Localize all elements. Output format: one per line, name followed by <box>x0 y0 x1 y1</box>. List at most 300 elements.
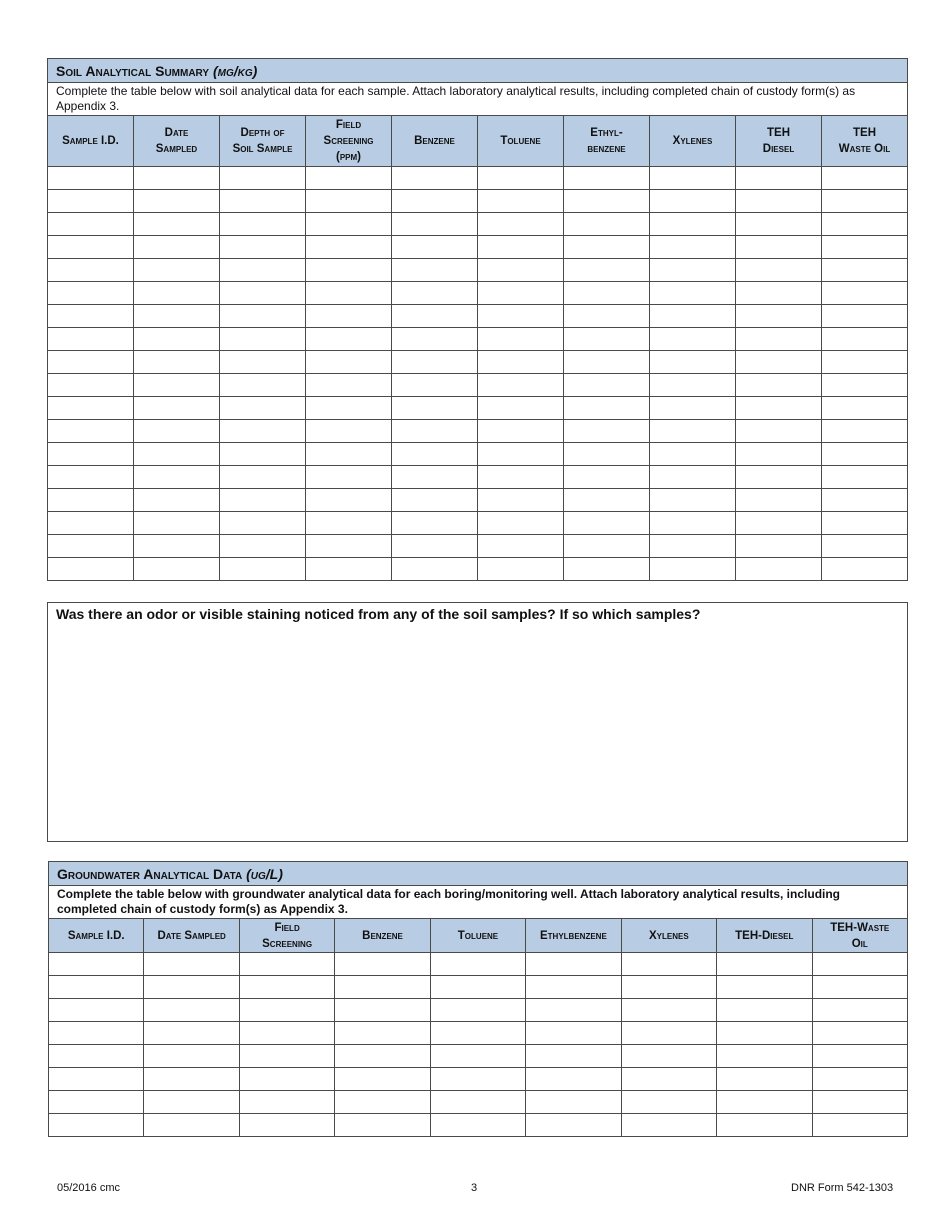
groundwater-data-cell[interactable] <box>621 1114 716 1137</box>
soil-data-cell[interactable] <box>650 305 736 328</box>
soil-table-row <box>48 328 908 351</box>
soil-data-cell[interactable] <box>478 535 564 558</box>
soil-table-row <box>48 167 908 190</box>
groundwater-data-cell[interactable] <box>49 976 144 999</box>
soil-data-cell[interactable] <box>134 397 220 420</box>
groundwater-data-cell[interactable] <box>239 1091 334 1114</box>
soil-data-cell[interactable] <box>650 351 736 374</box>
groundwater-data-cell[interactable] <box>144 1114 239 1137</box>
soil-data-cell[interactable] <box>306 397 392 420</box>
groundwater-column-header <box>239 919 334 953</box>
groundwater-table-row <box>49 953 908 976</box>
soil-data-cell[interactable] <box>822 282 908 305</box>
soil-data-cell[interactable] <box>650 397 736 420</box>
soil-data-cell[interactable] <box>220 167 306 190</box>
soil-data-cell[interactable] <box>650 374 736 397</box>
soil-data-cell[interactable] <box>564 236 650 259</box>
groundwater-table-row <box>49 1091 908 1114</box>
soil-data-cell[interactable] <box>650 213 736 236</box>
groundwater-data-cell[interactable] <box>335 1068 430 1091</box>
soil-data-cell[interactable] <box>306 512 392 535</box>
soil-column-header-line: Toluene <box>500 135 541 147</box>
soil-table-row <box>48 213 908 236</box>
groundwater-data-cell[interactable] <box>144 976 239 999</box>
groundwater-data-cell[interactable] <box>239 953 334 976</box>
soil-data-cell[interactable] <box>736 443 822 466</box>
soil-data-cell[interactable] <box>564 167 650 190</box>
soil-data-cell[interactable] <box>48 259 134 282</box>
soil-data-cell[interactable] <box>478 236 564 259</box>
soil-data-cell[interactable] <box>220 351 306 374</box>
groundwater-data-cell[interactable] <box>239 999 334 1022</box>
groundwater-data-cell[interactable] <box>812 1068 908 1091</box>
groundwater-data-cell[interactable] <box>621 1091 716 1114</box>
soil-data-cell[interactable] <box>736 305 822 328</box>
groundwater-data-cell[interactable] <box>144 1068 239 1091</box>
groundwater-data-cell[interactable] <box>717 1045 812 1068</box>
groundwater-data-cell[interactable] <box>49 1091 144 1114</box>
soil-data-cell[interactable] <box>392 535 478 558</box>
soil-data-cell[interactable] <box>220 443 306 466</box>
groundwater-data-cell[interactable] <box>430 1091 525 1114</box>
soil-data-cell[interactable] <box>822 167 908 190</box>
groundwater-table-row <box>49 976 908 999</box>
soil-data-cell[interactable] <box>478 466 564 489</box>
groundwater-data-cell[interactable] <box>526 1022 621 1045</box>
soil-data-cell[interactable] <box>306 259 392 282</box>
soil-data-cell[interactable] <box>564 282 650 305</box>
soil-data-cell[interactable] <box>48 443 134 466</box>
soil-data-cell[interactable] <box>134 236 220 259</box>
soil-data-cell[interactable] <box>736 535 822 558</box>
soil-column-header-line: Depth of <box>240 127 285 139</box>
groundwater-data-cell[interactable] <box>526 1114 621 1137</box>
groundwater-data-cell[interactable] <box>812 1022 908 1045</box>
soil-data-cell[interactable] <box>392 328 478 351</box>
soil-header-row <box>48 116 908 167</box>
soil-data-cell[interactable] <box>822 305 908 328</box>
groundwater-data-cell[interactable] <box>621 1068 716 1091</box>
groundwater-data-cell[interactable] <box>621 953 716 976</box>
soil-data-cell[interactable] <box>564 420 650 443</box>
groundwater-data-cell[interactable] <box>49 1045 144 1068</box>
groundwater-data-cell[interactable] <box>239 1045 334 1068</box>
soil-column-header-line: (ppm) <box>336 151 361 163</box>
soil-data-cell[interactable] <box>478 512 564 535</box>
soil-data-cell[interactable] <box>48 397 134 420</box>
soil-data-cell[interactable] <box>478 305 564 328</box>
soil-data-cell[interactable] <box>822 190 908 213</box>
soil-data-cell[interactable] <box>650 466 736 489</box>
soil-data-cell[interactable] <box>134 489 220 512</box>
groundwater-data-cell[interactable] <box>430 1045 525 1068</box>
soil-data-cell[interactable] <box>650 167 736 190</box>
soil-data-cell[interactable] <box>736 489 822 512</box>
soil-column-header-line: Date <box>164 127 189 139</box>
soil-column-header-line: TEH <box>767 127 790 139</box>
groundwater-data-cell[interactable] <box>335 953 430 976</box>
soil-data-cell[interactable] <box>392 282 478 305</box>
soil-data-cell[interactable] <box>650 282 736 305</box>
soil-data-cell[interactable] <box>822 351 908 374</box>
soil-data-cell[interactable] <box>650 190 736 213</box>
soil-data-cell[interactable] <box>392 190 478 213</box>
soil-data-cell[interactable] <box>736 374 822 397</box>
soil-data-cell[interactable] <box>736 328 822 351</box>
soil-data-cell[interactable] <box>564 466 650 489</box>
groundwater-data-cell[interactable] <box>144 999 239 1022</box>
groundwater-column-header <box>49 919 144 953</box>
groundwater-data-cell[interactable] <box>239 976 334 999</box>
soil-data-cell[interactable] <box>736 236 822 259</box>
soil-data-cell[interactable] <box>822 259 908 282</box>
groundwater-data-cell[interactable] <box>239 1068 334 1091</box>
soil-data-cell[interactable] <box>478 190 564 213</box>
groundwater-data-cell[interactable] <box>430 1068 525 1091</box>
soil-data-cell[interactable] <box>564 305 650 328</box>
soil-data-cell[interactable] <box>650 512 736 535</box>
soil-data-cell[interactable] <box>220 466 306 489</box>
soil-data-cell[interactable] <box>220 213 306 236</box>
soil-data-cell[interactable] <box>134 305 220 328</box>
groundwater-data-cell[interactable] <box>621 1022 716 1045</box>
soil-data-cell[interactable] <box>220 236 306 259</box>
soil-data-cell[interactable] <box>478 558 564 581</box>
soil-data-cell[interactable] <box>564 351 650 374</box>
soil-data-cell[interactable] <box>392 259 478 282</box>
groundwater-data-cell[interactable] <box>812 999 908 1022</box>
soil-data-cell[interactable] <box>220 535 306 558</box>
soil-data-cell[interactable] <box>736 167 822 190</box>
groundwater-data-cell[interactable] <box>49 999 144 1022</box>
soil-data-cell[interactable] <box>392 374 478 397</box>
soil-data-cell[interactable] <box>736 282 822 305</box>
soil-data-cell[interactable] <box>220 397 306 420</box>
soil-data-cell[interactable] <box>220 489 306 512</box>
soil-data-cell[interactable] <box>650 420 736 443</box>
groundwater-data-cell[interactable] <box>526 999 621 1022</box>
groundwater-section-title <box>49 862 908 886</box>
groundwater-column-header <box>717 919 812 953</box>
soil-data-cell[interactable] <box>134 213 220 236</box>
soil-column-header-line: Diesel <box>762 143 795 155</box>
soil-data-cell[interactable] <box>650 558 736 581</box>
soil-data-cell[interactable] <box>822 213 908 236</box>
groundwater-data-cell[interactable] <box>812 1045 908 1068</box>
soil-data-cell[interactable] <box>48 213 134 236</box>
soil-data-cell[interactable] <box>134 259 220 282</box>
soil-data-cell[interactable] <box>736 466 822 489</box>
soil-data-cell[interactable] <box>48 489 134 512</box>
soil-data-cell[interactable] <box>134 558 220 581</box>
groundwater-data-cell[interactable] <box>144 1045 239 1068</box>
soil-data-cell[interactable] <box>478 351 564 374</box>
soil-data-cell[interactable] <box>306 558 392 581</box>
soil-data-cell[interactable] <box>134 535 220 558</box>
soil-data-cell[interactable] <box>306 236 392 259</box>
soil-data-cell[interactable] <box>220 190 306 213</box>
soil-data-cell[interactable] <box>134 351 220 374</box>
groundwater-data-cell[interactable] <box>335 1091 430 1114</box>
soil-data-cell[interactable] <box>478 259 564 282</box>
soil-data-cell[interactable] <box>736 558 822 581</box>
groundwater-data-cell[interactable] <box>812 1114 908 1137</box>
soil-data-cell[interactable] <box>306 282 392 305</box>
groundwater-data-cell[interactable] <box>526 953 621 976</box>
soil-data-cell[interactable] <box>822 397 908 420</box>
groundwater-data-cell[interactable] <box>49 1114 144 1137</box>
groundwater-data-cell[interactable] <box>335 976 430 999</box>
soil-data-cell[interactable] <box>822 236 908 259</box>
soil-data-cell[interactable] <box>822 443 908 466</box>
soil-data-cell[interactable] <box>134 443 220 466</box>
soil-data-cell[interactable] <box>392 213 478 236</box>
groundwater-data-cell[interactable] <box>717 1022 812 1045</box>
soil-data-cell[interactable] <box>822 535 908 558</box>
soil-data-cell[interactable] <box>736 190 822 213</box>
soil-table-row <box>48 190 908 213</box>
odor-staining-box <box>47 602 908 842</box>
soil-data-cell[interactable] <box>392 558 478 581</box>
groundwater-column-header-line: Date Sampled <box>157 929 226 942</box>
soil-data-cell[interactable] <box>392 443 478 466</box>
groundwater-data-cell[interactable] <box>144 953 239 976</box>
soil-data-cell[interactable] <box>48 374 134 397</box>
groundwater-data-cell[interactable] <box>430 976 525 999</box>
groundwater-data-cell[interactable] <box>239 1022 334 1045</box>
soil-data-cell[interactable] <box>48 420 134 443</box>
soil-data-cell[interactable] <box>564 397 650 420</box>
groundwater-data-cell[interactable] <box>621 999 716 1022</box>
groundwater-data-cell[interactable] <box>526 1091 621 1114</box>
groundwater-data-cell[interactable] <box>526 976 621 999</box>
soil-data-cell[interactable] <box>822 512 908 535</box>
groundwater-table-row <box>49 1022 908 1045</box>
soil-data-cell[interactable] <box>220 512 306 535</box>
soil-data-cell[interactable] <box>564 558 650 581</box>
groundwater-data-cell[interactable] <box>717 976 812 999</box>
soil-data-cell[interactable] <box>306 443 392 466</box>
soil-data-cell[interactable] <box>392 420 478 443</box>
soil-data-cell[interactable] <box>306 190 392 213</box>
groundwater-data-cell[interactable] <box>335 1045 430 1068</box>
groundwater-data-cell[interactable] <box>717 1114 812 1137</box>
groundwater-data-cell[interactable] <box>526 1068 621 1091</box>
groundwater-data-cell[interactable] <box>621 976 716 999</box>
groundwater-data-cell[interactable] <box>49 953 144 976</box>
soil-data-cell[interactable] <box>306 328 392 351</box>
soil-data-cell[interactable] <box>48 190 134 213</box>
groundwater-column-header <box>526 919 621 953</box>
groundwater-data-cell[interactable] <box>144 1022 239 1045</box>
soil-column-header-line: Sampled <box>155 143 198 155</box>
groundwater-data-cell[interactable] <box>430 1022 525 1045</box>
footer-page-number: 3 <box>471 1182 478 1194</box>
soil-data-cell[interactable] <box>306 305 392 328</box>
soil-table-row <box>48 558 908 581</box>
groundwater-column-header-line: TEH-Diesel <box>735 929 794 942</box>
soil-data-cell[interactable] <box>478 489 564 512</box>
soil-data-cell[interactable] <box>306 420 392 443</box>
groundwater-column-header-line: TEH-Waste <box>830 921 890 934</box>
soil-data-cell[interactable] <box>134 512 220 535</box>
soil-data-cell[interactable] <box>134 190 220 213</box>
soil-data-cell[interactable] <box>822 466 908 489</box>
soil-data-cell[interactable] <box>822 558 908 581</box>
groundwater-data-cell[interactable] <box>49 1022 144 1045</box>
soil-data-cell[interactable] <box>306 535 392 558</box>
soil-data-cell[interactable] <box>736 512 822 535</box>
soil-data-cell[interactable] <box>48 351 134 374</box>
soil-data-cell[interactable] <box>650 535 736 558</box>
soil-data-cell[interactable] <box>220 259 306 282</box>
groundwater-analytical-data-table <box>48 861 908 1137</box>
soil-column-header <box>564 116 650 167</box>
soil-data-cell[interactable] <box>48 512 134 535</box>
groundwater-data-cell[interactable] <box>717 999 812 1022</box>
soil-data-cell[interactable] <box>306 351 392 374</box>
soil-data-cell[interactable] <box>736 351 822 374</box>
groundwater-data-cell[interactable] <box>430 1114 525 1137</box>
soil-data-cell[interactable] <box>134 167 220 190</box>
groundwater-data-cell[interactable] <box>335 1022 430 1045</box>
soil-data-cell[interactable] <box>220 305 306 328</box>
soil-data-cell[interactable] <box>220 420 306 443</box>
soil-data-cell[interactable] <box>392 489 478 512</box>
groundwater-data-cell[interactable] <box>335 1114 430 1137</box>
soil-data-cell[interactable] <box>392 305 478 328</box>
groundwater-data-cell[interactable] <box>717 1068 812 1091</box>
soil-data-cell[interactable] <box>564 328 650 351</box>
soil-data-cell[interactable] <box>478 167 564 190</box>
soil-column-header <box>822 116 908 167</box>
soil-data-cell[interactable] <box>822 328 908 351</box>
groundwater-column-header-line: Xylenes <box>649 929 689 942</box>
soil-data-cell[interactable] <box>650 259 736 282</box>
soil-data-cell[interactable] <box>736 213 822 236</box>
soil-data-cell[interactable] <box>564 512 650 535</box>
groundwater-data-cell[interactable] <box>812 953 908 976</box>
groundwater-data-cell[interactable] <box>621 1045 716 1068</box>
groundwater-data-cell[interactable] <box>526 1045 621 1068</box>
soil-data-cell[interactable] <box>478 282 564 305</box>
soil-data-cell[interactable] <box>478 213 564 236</box>
soil-data-cell[interactable] <box>650 328 736 351</box>
groundwater-data-cell[interactable] <box>239 1114 334 1137</box>
soil-data-cell[interactable] <box>564 374 650 397</box>
soil-data-cell[interactable] <box>134 328 220 351</box>
soil-data-cell[interactable] <box>650 236 736 259</box>
soil-data-cell[interactable] <box>48 466 134 489</box>
groundwater-column-header <box>621 919 716 953</box>
soil-column-header-line: Xylenes <box>672 135 713 147</box>
soil-column-header <box>478 116 564 167</box>
soil-data-cell[interactable] <box>822 489 908 512</box>
groundwater-instructions: Complete the table below with groundwater analytical data for each boring/monitoring well. Attach laboratory analytical results, including completed chain of custody form(s) as Appendix 3. <box>49 886 908 919</box>
soil-data-cell[interactable] <box>478 374 564 397</box>
soil-data-cell[interactable] <box>564 489 650 512</box>
soil-data-cell[interactable] <box>134 282 220 305</box>
soil-data-cell[interactable] <box>478 328 564 351</box>
groundwater-data-cell[interactable] <box>49 1068 144 1091</box>
soil-data-cell[interactable] <box>306 489 392 512</box>
groundwater-data-cell[interactable] <box>335 999 430 1022</box>
soil-data-cell[interactable] <box>48 236 134 259</box>
soil-data-cell[interactable] <box>736 420 822 443</box>
soil-data-cell[interactable] <box>650 443 736 466</box>
soil-data-cell[interactable] <box>478 443 564 466</box>
soil-table-row <box>48 259 908 282</box>
soil-data-cell[interactable] <box>134 374 220 397</box>
groundwater-data-cell[interactable] <box>430 999 525 1022</box>
soil-column-header-line: Soil Sample <box>232 143 293 155</box>
soil-data-cell[interactable] <box>478 420 564 443</box>
soil-data-cell[interactable] <box>822 420 908 443</box>
soil-data-cell[interactable] <box>220 282 306 305</box>
groundwater-column-header-line: Benzene <box>362 929 403 942</box>
groundwater-table-row <box>49 1045 908 1068</box>
soil-data-cell[interactable] <box>48 305 134 328</box>
soil-data-cell[interactable] <box>48 558 134 581</box>
soil-table-row <box>48 351 908 374</box>
soil-data-cell[interactable] <box>48 535 134 558</box>
soil-data-cell[interactable] <box>392 466 478 489</box>
groundwater-data-cell[interactable] <box>812 1091 908 1114</box>
soil-data-cell[interactable] <box>392 236 478 259</box>
soil-data-cell[interactable] <box>822 374 908 397</box>
soil-column-header-line: Field <box>335 119 362 131</box>
soil-data-cell[interactable] <box>306 213 392 236</box>
soil-data-cell[interactable] <box>392 167 478 190</box>
soil-table-row <box>48 443 908 466</box>
soil-data-cell[interactable] <box>392 351 478 374</box>
soil-data-cell[interactable] <box>392 512 478 535</box>
groundwater-data-cell[interactable] <box>144 1091 239 1114</box>
soil-data-cell[interactable] <box>564 535 650 558</box>
soil-data-cell[interactable] <box>564 213 650 236</box>
soil-data-cell[interactable] <box>478 397 564 420</box>
soil-table-row <box>48 489 908 512</box>
soil-data-cell[interactable] <box>48 328 134 351</box>
groundwater-data-cell[interactable] <box>717 1091 812 1114</box>
soil-data-cell[interactable] <box>564 259 650 282</box>
soil-data-cell[interactable] <box>392 397 478 420</box>
soil-data-cell[interactable] <box>220 328 306 351</box>
soil-data-cell[interactable] <box>134 420 220 443</box>
soil-table-row <box>48 305 908 328</box>
soil-data-cell[interactable] <box>48 282 134 305</box>
soil-data-cell[interactable] <box>650 489 736 512</box>
soil-data-cell[interactable] <box>736 397 822 420</box>
soil-instructions: Complete the table below with soil analytical data for each sample. Attach laboratory analytical results, including completed chain of custody form(s) as Appendix 3. <box>48 83 908 116</box>
groundwater-data-cell[interactable] <box>717 953 812 976</box>
groundwater-title-text: Groundwater Analytical Data <box>57 865 243 882</box>
soil-data-cell[interactable] <box>306 167 392 190</box>
groundwater-data-cell[interactable] <box>430 953 525 976</box>
soil-data-cell[interactable] <box>220 374 306 397</box>
soil-data-cell[interactable] <box>564 443 650 466</box>
soil-data-cell[interactable] <box>736 259 822 282</box>
groundwater-table-row <box>49 1068 908 1091</box>
soil-data-cell[interactable] <box>564 190 650 213</box>
soil-data-cell[interactable] <box>220 558 306 581</box>
soil-data-cell[interactable] <box>306 374 392 397</box>
soil-data-cell[interactable] <box>306 466 392 489</box>
soil-data-cell[interactable] <box>48 167 134 190</box>
soil-data-cell[interactable] <box>134 466 220 489</box>
groundwater-data-cell[interactable] <box>812 976 908 999</box>
soil-table-row <box>48 282 908 305</box>
